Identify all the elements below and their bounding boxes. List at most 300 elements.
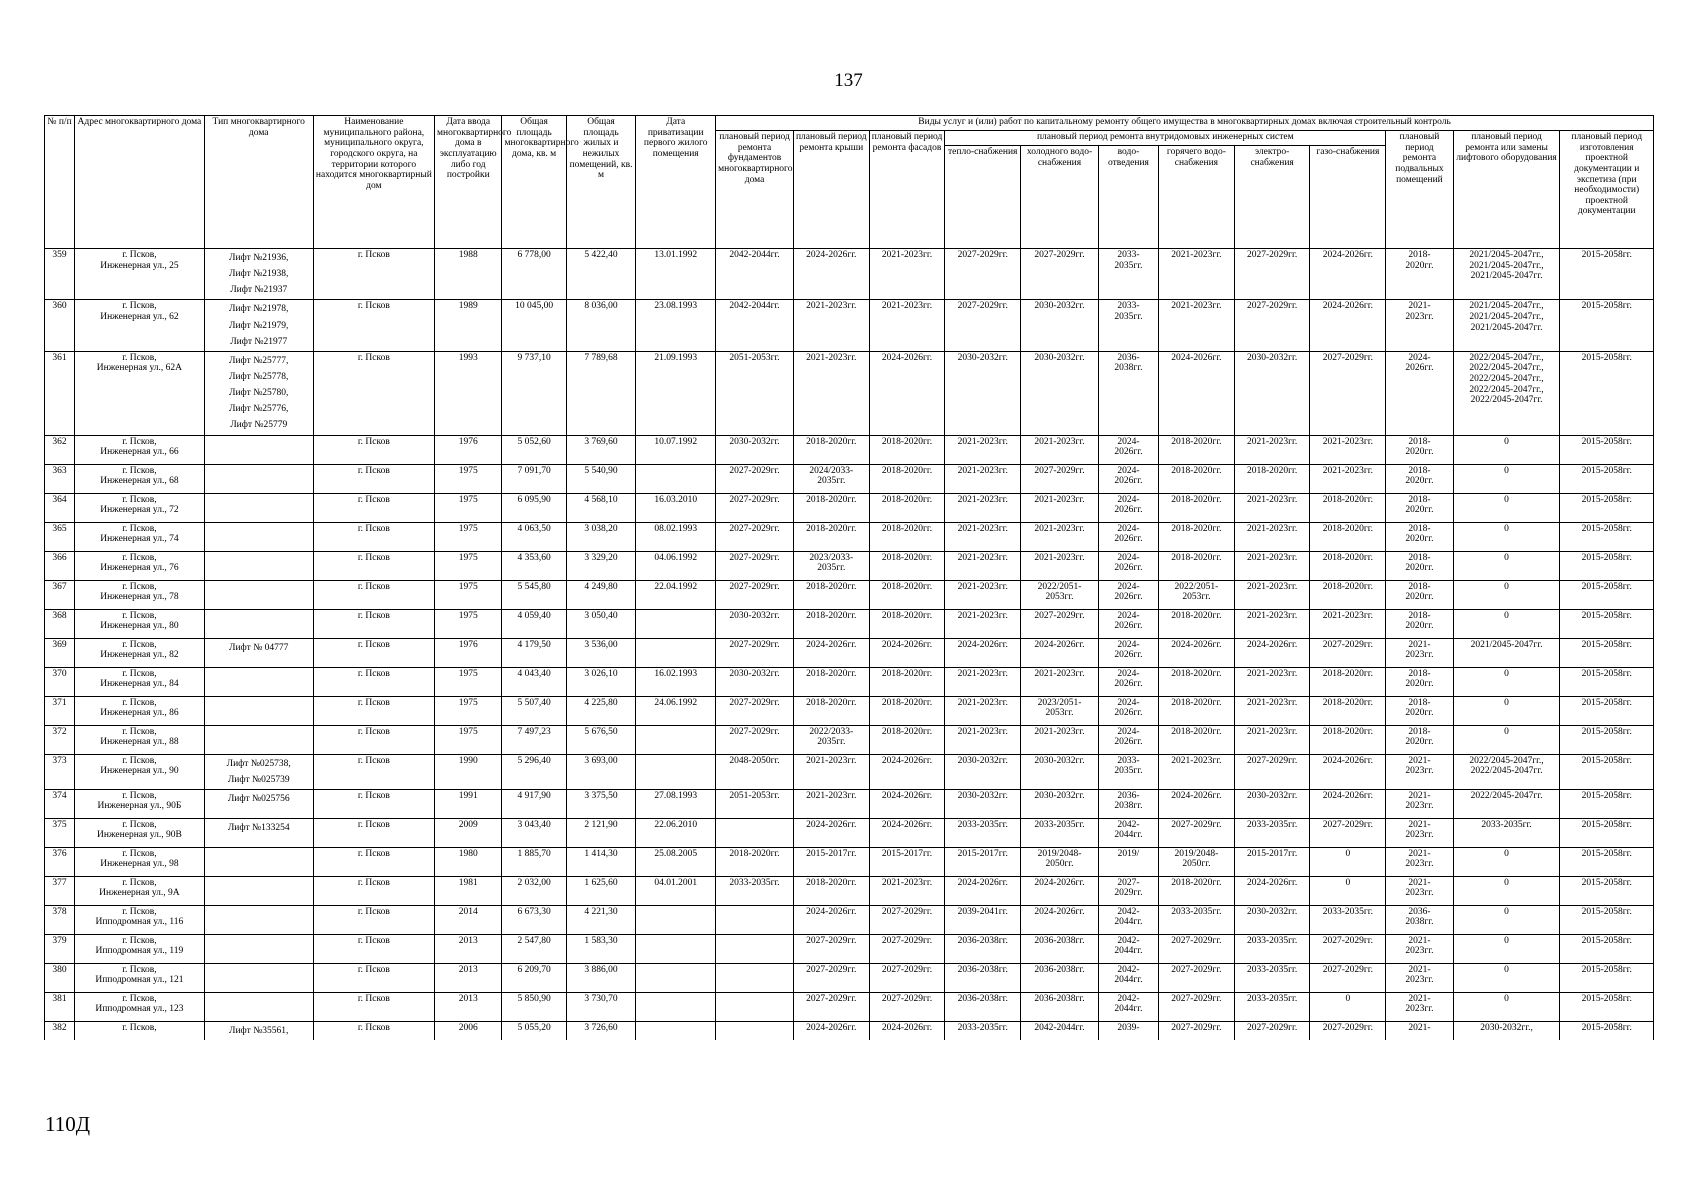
residential-area-cell: 4 249,80 xyxy=(566,580,636,609)
cold-water-period-cell: 2027-2029гг. xyxy=(1021,249,1099,300)
facade-period-cell: 2018-2020гг. xyxy=(869,696,945,725)
lift-period-cell: 0 xyxy=(1453,905,1560,934)
row-number-cell: 370 xyxy=(45,667,75,696)
drainage-period-cell: 2019/ xyxy=(1098,847,1158,876)
municipality-cell: г. Псков xyxy=(313,435,434,464)
row-number-cell: 365 xyxy=(45,522,75,551)
commission-year-cell: 1975 xyxy=(435,667,502,696)
gas-period-cell: 2027-2029гг. xyxy=(1310,638,1386,667)
electricity-period-cell: 2021-2023гг. xyxy=(1234,435,1310,464)
commission-year-cell: 1975 xyxy=(435,493,502,522)
header-lift: плановый период ремонта или замены лифтового оборудования xyxy=(1453,131,1560,249)
header-facade: плановый период ремонта фасадов xyxy=(869,131,945,249)
electricity-period-cell: 2030-2032гг. xyxy=(1234,351,1310,435)
heat-period-cell: 2036-2038гг. xyxy=(945,934,1021,963)
row-number-cell: 372 xyxy=(45,725,75,754)
lift-period-cell: 0 xyxy=(1453,963,1560,992)
drainage-period-cell: 2042- 2044гг. xyxy=(1098,992,1158,1021)
drainage-period-cell: 2033- 2035гг. xyxy=(1098,754,1158,789)
cold-water-period-cell: 2036-2038гг. xyxy=(1021,963,1099,992)
basement-period-cell: 2021- 2023гг. xyxy=(1386,992,1453,1021)
roof-period-cell: 2024-2026гг. xyxy=(793,905,869,934)
residential-area-cell: 3 050,40 xyxy=(566,609,636,638)
table-body xyxy=(45,249,1654,1040)
privatization-date-cell: 22.04.1992 xyxy=(636,580,716,609)
electricity-period-cell: 2015-2017гг. xyxy=(1234,847,1310,876)
row-number-cell: 379 xyxy=(45,934,75,963)
gas-period-cell: 0 xyxy=(1310,876,1386,905)
design-docs-period-cell: 2015-2058гг. xyxy=(1560,609,1654,638)
address-city: г. Псков, xyxy=(122,352,157,363)
municipality-cell: г. Псков xyxy=(313,847,434,876)
design-docs-period-cell: 2015-2058гг. xyxy=(1560,934,1654,963)
facade-period-cell: 2024-2026гг. xyxy=(869,754,945,789)
row-number-cell: 377 xyxy=(45,876,75,905)
header-municipality: Наименование муниципального района, муниципального округа, городского округа, на территории которого находится многоквартирный дом xyxy=(313,116,434,249)
gas-period-cell: 2018-2020гг. xyxy=(1310,493,1386,522)
header-gas: газо-снабжения xyxy=(1310,146,1386,249)
house-type-cell: Лифт № 04777 xyxy=(204,638,313,667)
address-cell xyxy=(75,818,205,847)
table-row xyxy=(45,435,1654,464)
house-type-cell xyxy=(204,580,313,609)
commission-year-cell: 1993 xyxy=(435,351,502,435)
electricity-period-cell: 2021-2023гг. xyxy=(1234,609,1310,638)
total-area-cell: 4 353,60 xyxy=(502,551,566,580)
commission-year-cell: 1975 xyxy=(435,609,502,638)
header-residential-area: Общая площадь жилых и нежилых помещений, кв. м xyxy=(566,116,636,249)
foundation-period-cell: 2027-2029гг. xyxy=(716,725,794,754)
roof-period-cell: 2018-2020гг. xyxy=(793,696,869,725)
heat-period-cell: 2021-2023гг. xyxy=(945,464,1021,493)
address-cell xyxy=(75,905,205,934)
residential-area-cell: 4 225,80 xyxy=(566,696,636,725)
address-city: г. Псков, xyxy=(122,726,157,737)
facade-period-cell: 2027-2029гг. xyxy=(869,992,945,1021)
residential-area-cell: 3 329,20 xyxy=(566,551,636,580)
address-street: Инженерная ул., 66 xyxy=(100,447,179,458)
design-docs-period-cell: 2015-2058гг. xyxy=(1560,580,1654,609)
drainage-period-cell: 2024- 2026гг. xyxy=(1098,551,1158,580)
residential-area-cell: 2 121,90 xyxy=(566,818,636,847)
house-type-cell xyxy=(204,725,313,754)
house-type-cell: Лифт №21978, Лифт №21979, Лифт №21977 xyxy=(204,300,313,351)
house-type-cell xyxy=(204,847,313,876)
address-city: г. Псков, xyxy=(122,935,157,946)
header-design-docs: плановый период изготовления проектной документации и экспетиза (при необходимости) проектной документации xyxy=(1560,131,1654,249)
design-docs-period-cell: 2015-2058гг. xyxy=(1560,351,1654,435)
commission-year-cell: 1975 xyxy=(435,551,502,580)
total-area-cell: 9 737,10 xyxy=(502,351,566,435)
gas-period-cell: 2024-2026гг. xyxy=(1310,754,1386,789)
roof-period-cell: 2024-2026гг. xyxy=(793,638,869,667)
residential-area-cell: 3 375,50 xyxy=(566,789,636,818)
table-row xyxy=(45,580,1654,609)
address-cell xyxy=(75,963,205,992)
lift-period-cell: 2030-2032гг., xyxy=(1453,1021,1560,1040)
design-docs-period-cell: 2015-2058гг. xyxy=(1560,249,1654,300)
address-street: Инженерная ул., 90В xyxy=(97,830,182,841)
heat-period-cell: 2033-2035гг. xyxy=(945,818,1021,847)
heat-period-cell: 2033-2035гг. xyxy=(945,1021,1021,1040)
electricity-period-cell: 2033-2035гг. xyxy=(1234,992,1310,1021)
cold-water-period-cell: 2036-2038гг. xyxy=(1021,992,1099,1021)
house-type-cell xyxy=(204,464,313,493)
foundation-period-cell xyxy=(716,992,794,1021)
roof-period-cell: 2024/2033- 2035гг. xyxy=(793,464,869,493)
drainage-period-cell: 2042- 2044гг. xyxy=(1098,963,1158,992)
total-area-cell: 4 059,40 xyxy=(502,609,566,638)
heat-period-cell: 2021-2023гг. xyxy=(945,725,1021,754)
commission-year-cell: 1981 xyxy=(435,876,502,905)
row-number-cell: 359 xyxy=(45,249,75,300)
residential-area-cell: 3 536,00 xyxy=(566,638,636,667)
roof-period-cell: 2021-2023гг. xyxy=(793,351,869,435)
hot-water-period-cell: 2033-2035гг. xyxy=(1159,905,1235,934)
address-city: г. Псков, xyxy=(122,436,157,447)
facade-period-cell: 2021-2023гг. xyxy=(869,249,945,300)
total-area-cell: 10 045,00 xyxy=(502,300,566,351)
heat-period-cell: 2021-2023гг. xyxy=(945,522,1021,551)
drainage-period-cell: 2024- 2026гг. xyxy=(1098,609,1158,638)
design-docs-period-cell: 2015-2058гг. xyxy=(1560,551,1654,580)
electricity-period-cell: 2021-2023гг. xyxy=(1234,725,1310,754)
gas-period-cell: 0 xyxy=(1310,847,1386,876)
address-street: Ипподромная ул., 121 xyxy=(95,975,184,986)
foundation-period-cell: 2027-2029гг. xyxy=(716,580,794,609)
drainage-period-cell: 2024- 2026гг. xyxy=(1098,696,1158,725)
heat-period-cell: 2021-2023гг. xyxy=(945,551,1021,580)
foundation-period-cell: 2051-2053гг. xyxy=(716,789,794,818)
foundation-period-cell xyxy=(716,1021,794,1040)
row-number-cell: 368 xyxy=(45,609,75,638)
total-area-cell: 6 209,70 xyxy=(502,963,566,992)
drainage-period-cell: 2024- 2026гг. xyxy=(1098,435,1158,464)
lift-period-cell: 2022/2045-2047гг., 2022/2045-2047гг., 2022/2045-2047гг., 2022/2045-2047гг., 2022/2045-2047гг. xyxy=(1453,351,1560,435)
address-city: г. Псков, xyxy=(122,819,157,830)
gas-period-cell: 2024-2026гг. xyxy=(1310,789,1386,818)
commission-year-cell: 2009 xyxy=(435,818,502,847)
total-area-cell: 5 850,90 xyxy=(502,992,566,1021)
drainage-period-cell: 2042- 2044гг. xyxy=(1098,934,1158,963)
commission-year-cell: 2013 xyxy=(435,963,502,992)
basement-period-cell: 2018- 2020гг. xyxy=(1386,725,1453,754)
privatization-date-cell xyxy=(636,754,716,789)
electricity-period-cell: 2021-2023гг. xyxy=(1234,522,1310,551)
hot-water-period-cell: 2018-2020гг. xyxy=(1159,667,1235,696)
design-docs-period-cell: 2015-2058гг. xyxy=(1560,435,1654,464)
basement-period-cell: 2024- 2026гг. xyxy=(1386,351,1453,435)
address-city: г. Псков, xyxy=(122,790,157,801)
house-type-cell: Лифт №21936, Лифт №21938, Лифт №21937 xyxy=(204,249,313,300)
roof-period-cell: 2024-2026гг. xyxy=(793,1021,869,1040)
design-docs-period-cell: 2015-2058гг. xyxy=(1560,1021,1654,1040)
hot-water-period-cell: 2018-2020гг. xyxy=(1159,696,1235,725)
drainage-period-cell: 2033- 2035гг. xyxy=(1098,300,1158,351)
house-type-cell xyxy=(204,609,313,638)
row-number-cell: 375 xyxy=(45,818,75,847)
house-type-cell: Лифт №133254 xyxy=(204,818,313,847)
lift-period-cell: 2021/2045-2047гг. xyxy=(1453,638,1560,667)
address-street: Инженерная ул., 76 xyxy=(100,563,179,574)
design-docs-period-cell: 2015-2058гг. xyxy=(1560,667,1654,696)
drainage-period-cell: 2042- 2044гг. xyxy=(1098,905,1158,934)
municipality-cell: г. Псков xyxy=(313,638,434,667)
privatization-date-cell xyxy=(636,905,716,934)
residential-area-cell: 5 540,90 xyxy=(566,464,636,493)
hot-water-period-cell: 2018-2020гг. xyxy=(1159,464,1235,493)
roof-period-cell: 2018-2020гг. xyxy=(793,522,869,551)
privatization-date-cell: 23.08.1993 xyxy=(636,300,716,351)
privatization-date-cell: 16.02.1993 xyxy=(636,667,716,696)
design-docs-period-cell: 2015-2058гг. xyxy=(1560,905,1654,934)
address-cell xyxy=(75,249,205,300)
gas-period-cell: 2021-2023гг. xyxy=(1310,464,1386,493)
address-street: Ипподромная ул., 116 xyxy=(95,917,184,928)
cold-water-period-cell: 2022/2051- 2053гг. xyxy=(1021,580,1099,609)
drainage-period-cell: 2024- 2026гг. xyxy=(1098,464,1158,493)
foundation-period-cell xyxy=(716,905,794,934)
table-row xyxy=(45,992,1654,1021)
commission-year-cell: 2013 xyxy=(435,934,502,963)
facade-period-cell: 2018-2020гг. xyxy=(869,667,945,696)
facade-period-cell: 2018-2020гг. xyxy=(869,609,945,638)
row-number-cell: 366 xyxy=(45,551,75,580)
address-cell xyxy=(75,522,205,551)
table-row xyxy=(45,493,1654,522)
design-docs-period-cell: 2015-2058гг. xyxy=(1560,696,1654,725)
roof-period-cell: 2021-2023гг. xyxy=(793,300,869,351)
electricity-period-cell: 2021-2023гг. xyxy=(1234,580,1310,609)
commission-year-cell: 1988 xyxy=(435,249,502,300)
heat-period-cell: 2021-2023гг. xyxy=(945,493,1021,522)
row-number-cell: 380 xyxy=(45,963,75,992)
municipality-cell: г. Псков xyxy=(313,818,434,847)
basement-period-cell: 2036- 2038гг. xyxy=(1386,905,1453,934)
total-area-cell: 4 043,40 xyxy=(502,667,566,696)
electricity-period-cell: 2027-2029гг. xyxy=(1234,1021,1310,1040)
gas-period-cell: 2027-2029гг. xyxy=(1310,934,1386,963)
row-number-cell: 362 xyxy=(45,435,75,464)
lift-period-cell: 0 xyxy=(1453,934,1560,963)
privatization-date-cell xyxy=(636,725,716,754)
municipality-cell: г. Псков xyxy=(313,754,434,789)
gas-period-cell: 2018-2020гг. xyxy=(1310,696,1386,725)
foundation-period-cell: 2042-2044гг. xyxy=(716,300,794,351)
table-row xyxy=(45,609,1654,638)
foundation-period-cell: 2027-2029гг. xyxy=(716,696,794,725)
lift-period-cell: 2021/2045-2047гг., 2021/2045-2047гг., 2021/2045-2047гг. xyxy=(1453,300,1560,351)
foundation-period-cell: 2051-2053гг. xyxy=(716,351,794,435)
address-street: Инженерная ул., 90Б xyxy=(97,801,182,812)
house-type-cell xyxy=(204,551,313,580)
cold-water-period-cell: 2024-2026гг. xyxy=(1021,905,1099,934)
facade-period-cell: 2024-2026гг. xyxy=(869,1021,945,1040)
lift-period-cell: 0 xyxy=(1453,667,1560,696)
foundation-period-cell xyxy=(716,963,794,992)
row-number-cell: 360 xyxy=(45,300,75,351)
electricity-period-cell: 2033-2035гг. xyxy=(1234,818,1310,847)
address-cell xyxy=(75,638,205,667)
total-area-cell: 4 063,50 xyxy=(502,522,566,551)
header-commission-date: Дата ввода многоквартирного дома в эксплуатацию либо год постройки xyxy=(435,116,502,249)
design-docs-period-cell: 2015-2058гг. xyxy=(1560,754,1654,789)
heat-period-cell: 2021-2023гг. xyxy=(945,667,1021,696)
municipality-cell: г. Псков xyxy=(313,351,434,435)
basement-period-cell: 2021- 2023гг. xyxy=(1386,638,1453,667)
hot-water-period-cell: 2027-2029гг. xyxy=(1159,1021,1235,1040)
municipality-cell: г. Псков xyxy=(313,905,434,934)
municipality-cell: г. Псков xyxy=(313,667,434,696)
residential-area-cell: 7 789,68 xyxy=(566,351,636,435)
cold-water-period-cell: 2027-2029гг. xyxy=(1021,464,1099,493)
basement-period-cell: 2021- 2023гг. xyxy=(1386,847,1453,876)
cold-water-period-cell: 2027-2029гг. xyxy=(1021,609,1099,638)
drainage-period-cell: 2024- 2026гг. xyxy=(1098,725,1158,754)
cold-water-period-cell: 2023/2051- 2053гг. xyxy=(1021,696,1099,725)
drainage-period-cell: 2036- 2038гг. xyxy=(1098,789,1158,818)
foundation-period-cell xyxy=(716,818,794,847)
table-row xyxy=(45,351,1654,435)
table-row xyxy=(45,696,1654,725)
residential-area-cell: 3 726,60 xyxy=(566,1021,636,1040)
facade-period-cell: 2024-2026гг. xyxy=(869,789,945,818)
gas-period-cell: 2027-2029гг. xyxy=(1310,963,1386,992)
basement-period-cell: 2021- xyxy=(1386,1021,1453,1040)
electricity-period-cell: 2021-2023гг. xyxy=(1234,551,1310,580)
municipality-cell: г. Псков xyxy=(313,249,434,300)
row-number-cell: 367 xyxy=(45,580,75,609)
heat-period-cell: 2030-2032гг. xyxy=(945,754,1021,789)
lift-period-cell: 0 xyxy=(1453,464,1560,493)
roof-period-cell: 2027-2029гг. xyxy=(793,963,869,992)
house-type-cell xyxy=(204,876,313,905)
gas-period-cell: 2027-2029гг. xyxy=(1310,818,1386,847)
facade-period-cell: 2024-2026гг. xyxy=(869,351,945,435)
municipality-cell: г. Псков xyxy=(313,580,434,609)
table-row xyxy=(45,667,1654,696)
drainage-period-cell: 2033- 2035гг. xyxy=(1098,249,1158,300)
basement-period-cell: 2018- 2020гг. xyxy=(1386,435,1453,464)
address-city: г. Псков, xyxy=(122,250,157,260)
residential-area-cell: 8 036,00 xyxy=(566,300,636,351)
gas-period-cell: 2018-2020гг. xyxy=(1310,551,1386,580)
municipality-cell: г. Псков xyxy=(313,992,434,1021)
residential-area-cell: 4 568,10 xyxy=(566,493,636,522)
address-cell xyxy=(75,551,205,580)
roof-period-cell: 2024-2026гг. xyxy=(793,249,869,300)
table-row xyxy=(45,818,1654,847)
municipality-cell: г. Псков xyxy=(313,1021,434,1040)
house-type-cell xyxy=(204,522,313,551)
privatization-date-cell: 04.06.1992 xyxy=(636,551,716,580)
gas-period-cell: 2021-2023гг. xyxy=(1310,435,1386,464)
drainage-period-cell: 2042- 2044гг. xyxy=(1098,818,1158,847)
heat-period-cell: 2039-2041гг. xyxy=(945,905,1021,934)
commission-year-cell: 2014 xyxy=(435,905,502,934)
heat-period-cell: 2030-2032гг. xyxy=(945,351,1021,435)
basement-period-cell: 2021- 2023гг. xyxy=(1386,789,1453,818)
address-street: Ипподромная ул., 119 xyxy=(95,946,184,957)
foundation-period-cell: 2027-2029гг. xyxy=(716,522,794,551)
privatization-date-cell: 21.09.1993 xyxy=(636,351,716,435)
heat-period-cell: 2027-2029гг. xyxy=(945,249,1021,300)
hot-water-period-cell: 2018-2020гг. xyxy=(1159,493,1235,522)
privatization-date-cell xyxy=(636,464,716,493)
address-street: Инженерная ул., 78 xyxy=(100,592,179,603)
facade-period-cell: 2018-2020гг. xyxy=(869,493,945,522)
gas-period-cell: 2018-2020гг. xyxy=(1310,725,1386,754)
electricity-period-cell: 2021-2023гг. xyxy=(1234,696,1310,725)
privatization-date-cell: 13.01.1992 xyxy=(636,249,716,300)
address-street: Инженерная ул., 62 xyxy=(100,312,179,323)
lift-period-cell: 2033-2035гг. xyxy=(1453,818,1560,847)
commission-year-cell: 1990 xyxy=(435,754,502,789)
heat-period-cell: 2024-2026гг. xyxy=(945,876,1021,905)
house-type-cell xyxy=(204,963,313,992)
address-cell xyxy=(75,992,205,1021)
house-type-cell xyxy=(204,905,313,934)
heat-period-cell: 2015-2017гг. xyxy=(945,847,1021,876)
cold-water-period-cell: 2042-2044гг. xyxy=(1021,1021,1099,1040)
residential-area-cell: 3 886,00 xyxy=(566,963,636,992)
table-row xyxy=(45,551,1654,580)
row-number-cell: 364 xyxy=(45,493,75,522)
gas-period-cell: 2027-2029гг. xyxy=(1310,1021,1386,1040)
hot-water-period-cell: 2027-2029гг. xyxy=(1159,992,1235,1021)
cold-water-period-cell: 2021-2023гг. xyxy=(1021,493,1099,522)
hot-water-period-cell: 2018-2020гг. xyxy=(1159,609,1235,638)
design-docs-period-cell: 2015-2058гг. xyxy=(1560,522,1654,551)
hot-water-period-cell: 2024-2026гг. xyxy=(1159,638,1235,667)
cold-water-period-cell: 2021-2023гг. xyxy=(1021,725,1099,754)
address-street: Инженерная ул., 88 xyxy=(100,737,179,748)
hot-water-period-cell: 2021-2023гг. xyxy=(1159,300,1235,351)
electricity-period-cell: 2018-2020гг. xyxy=(1234,464,1310,493)
privatization-date-cell: 27.08.1993 xyxy=(636,789,716,818)
footer-code: 110Д xyxy=(45,1112,91,1136)
basement-period-cell: 2018- 2020гг. xyxy=(1386,249,1453,300)
municipality-cell: г. Псков xyxy=(313,696,434,725)
table-row xyxy=(45,754,1654,789)
commission-year-cell: 1989 xyxy=(435,300,502,351)
design-docs-period-cell: 2015-2058гг. xyxy=(1560,789,1654,818)
residential-area-cell: 4 221,30 xyxy=(566,905,636,934)
privatization-date-cell: 10.07.1992 xyxy=(636,435,716,464)
commission-year-cell: 1976 xyxy=(435,638,502,667)
header-electricity: электро-снабжения xyxy=(1234,146,1310,249)
gas-period-cell: 2024-2026гг. xyxy=(1310,249,1386,300)
lift-period-cell: 0 xyxy=(1453,580,1560,609)
electricity-period-cell: 2027-2029гг. xyxy=(1234,300,1310,351)
lift-period-cell: 0 xyxy=(1453,609,1560,638)
hot-water-period-cell: 2018-2020гг. xyxy=(1159,435,1235,464)
residential-area-cell: 1 414,30 xyxy=(566,847,636,876)
table-row xyxy=(45,1021,1654,1040)
basement-period-cell: 2021- 2023гг. xyxy=(1386,876,1453,905)
facade-period-cell: 2024-2026гг. xyxy=(869,638,945,667)
hot-water-period-cell: 2021-2023гг. xyxy=(1159,249,1235,300)
cold-water-period-cell: 2021-2023гг. xyxy=(1021,551,1099,580)
page-number: 137 xyxy=(834,70,863,91)
foundation-period-cell: 2042-2044гг. xyxy=(716,249,794,300)
house-type-cell xyxy=(204,992,313,1021)
design-docs-period-cell: 2015-2058гг. xyxy=(1560,493,1654,522)
cold-water-period-cell: 2036-2038гг. xyxy=(1021,934,1099,963)
residential-area-cell: 3 769,60 xyxy=(566,435,636,464)
address-city: г. Псков, xyxy=(122,848,157,859)
lift-period-cell: 2022/2045-2047гг., 2022/2045-2047гг. xyxy=(1453,754,1560,789)
